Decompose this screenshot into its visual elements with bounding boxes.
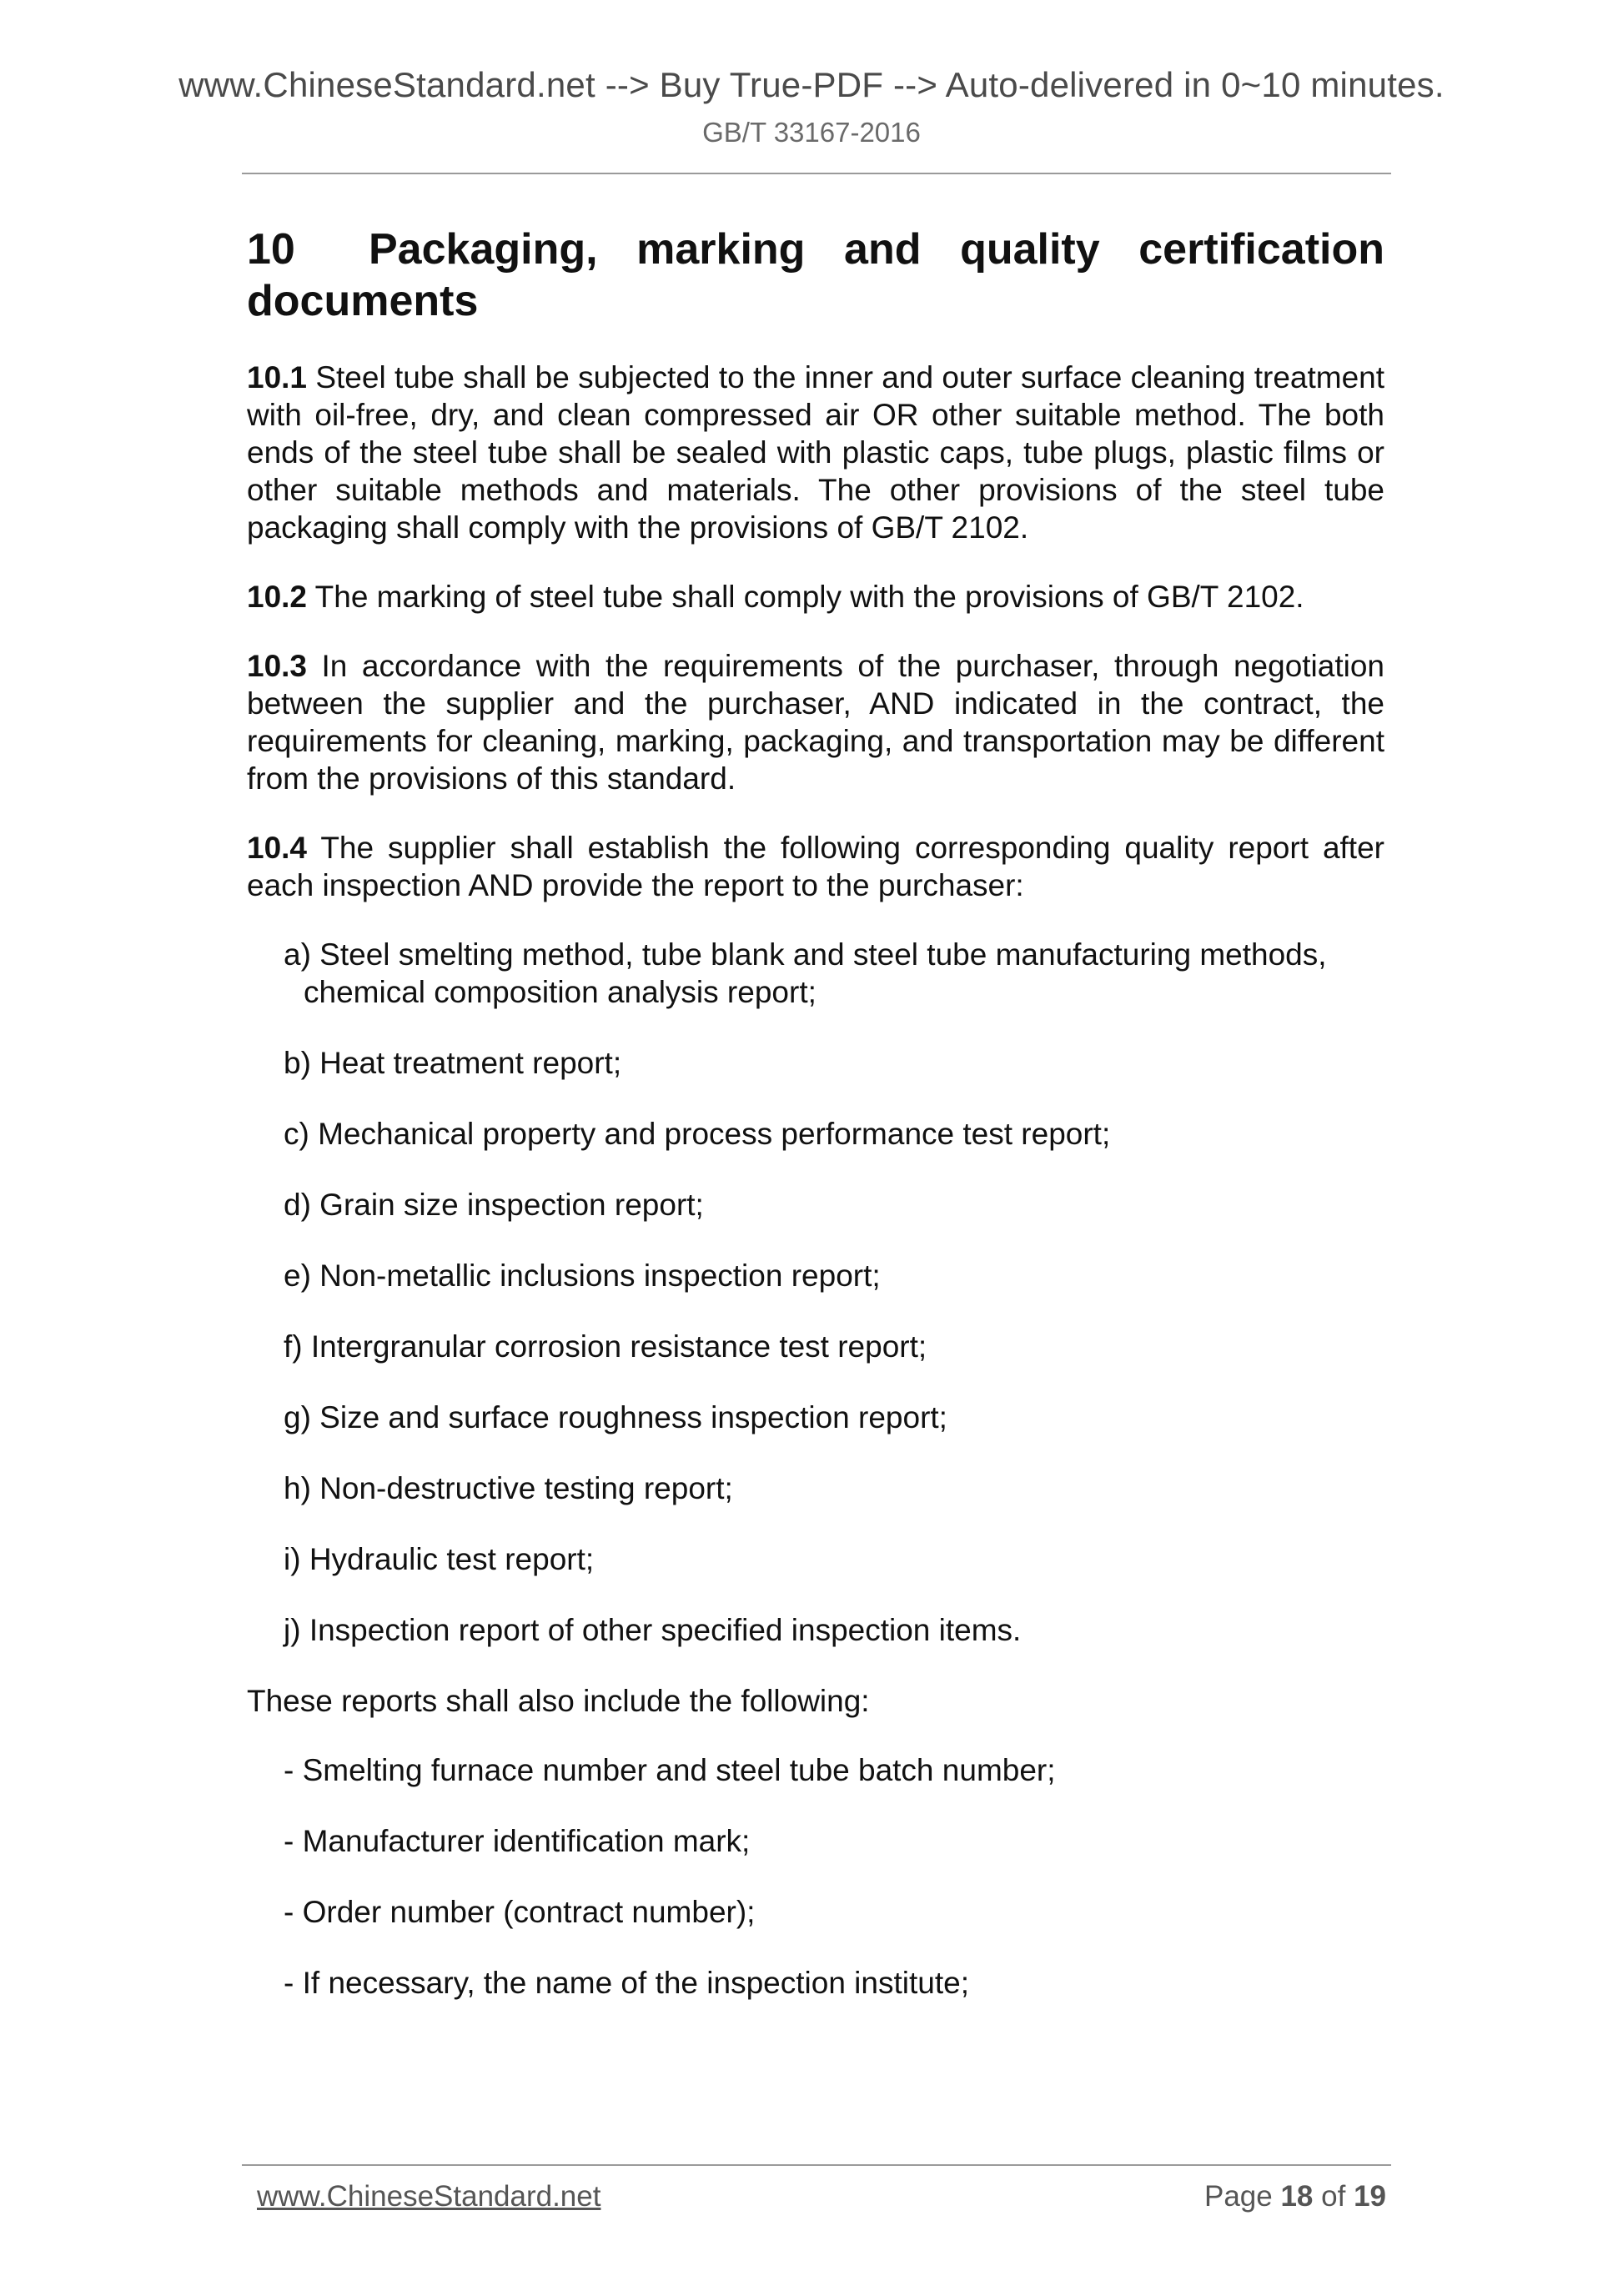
clause-number: 10.2 bbox=[247, 580, 308, 614]
section-title: Packaging, marking and quality certification documents bbox=[247, 225, 1384, 325]
report-item-b: b) Heat treatment report; bbox=[284, 1046, 622, 1080]
clause-10-4 bbox=[247, 829, 1384, 904]
include-intro: These reports shall also include the following: bbox=[247, 1684, 870, 1718]
page-content bbox=[247, 224, 1384, 2035]
page-current: 18 bbox=[1280, 2180, 1314, 2213]
clause-number: 10.1 bbox=[247, 360, 308, 394]
report-item-c: c) Mechanical property and process performance test report; bbox=[284, 1117, 1111, 1151]
section-heading bbox=[247, 224, 1384, 327]
include-item-manufacturer: - Manufacturer identification mark; bbox=[284, 1824, 751, 1858]
header-banner: www.ChineseStandard.net --> Buy True-PDF --> Auto-delivered in 0~10 minutes. bbox=[178, 65, 1445, 104]
report-item-f: f) Intergranular corrosion resistance test report; bbox=[284, 1329, 927, 1364]
include-item-furnace: - Smelting furnace number and steel tube batch number; bbox=[284, 1753, 1056, 1787]
clause-text: In accordance with the requirements of the purchaser, through negotiation between the supplier and the purchaser, AND indicated in the contract, the requirements for cleaning, marking, packaging, and transportation may be different from the provisions of this standard. bbox=[247, 649, 1385, 796]
report-item-d: d) Grain size inspection report; bbox=[284, 1188, 704, 1222]
clause-number: 10.4 bbox=[247, 831, 308, 865]
standard-code: GB/T 33167-2016 bbox=[702, 117, 921, 148]
clause-10-2 bbox=[247, 578, 1384, 615]
report-item-j: j) Inspection report of other specified inspection items. bbox=[284, 1613, 1022, 1647]
report-item-i: i) Hydraulic test report; bbox=[284, 1542, 595, 1576]
clause-10-1 bbox=[247, 359, 1384, 546]
report-item-g: g) Size and surface roughness inspection report; bbox=[284, 1400, 947, 1434]
page-number bbox=[1204, 2180, 1386, 2213]
footer-site-link[interactable]: www.ChineseStandard.net bbox=[257, 2180, 601, 2213]
include-item-order: - Order number (contract number); bbox=[284, 1895, 756, 1929]
clause-text: The supplier shall establish the following corresponding quality report after each inspection AND provide the report to the purchaser: bbox=[247, 831, 1384, 902]
section-number: 10 bbox=[247, 225, 295, 274]
page-prefix: Page bbox=[1203, 2180, 1273, 2213]
footer-divider bbox=[242, 2164, 1391, 2166]
clause-text: Steel tube shall be subjected to the inner and outer surface cleaning treatment with oil-free, dry, and clean compressed air OR other suitable method. The both ends of the steel tube shall be sealed with plastic caps, tube plugs, plastic films or other suitable methods and materials. The other provisions of the steel tube packaging shall comply with the provisions of GB/T 2102. bbox=[247, 360, 1385, 545]
clause-number: 10.3 bbox=[247, 649, 308, 683]
clause-10-3 bbox=[247, 647, 1384, 797]
page-of: of bbox=[1321, 2180, 1346, 2213]
include-item-institute: - If necessary, the name of the inspection institute; bbox=[284, 1966, 969, 2000]
page-total: 19 bbox=[1354, 2180, 1386, 2213]
header-divider bbox=[242, 173, 1391, 174]
report-item-e: e) Non-metallic inclusions inspection report; bbox=[284, 1259, 881, 1293]
report-item-h: h) Non-destructive testing report; bbox=[284, 1471, 733, 1505]
report-item-a: a) Steel smelting method, tube blank and steel tube manufacturing methods, chemical composition analysis report; bbox=[284, 937, 1327, 1009]
clause-text: The marking of steel tube shall comply with the provisions of GB/T 2102. bbox=[314, 580, 1304, 614]
